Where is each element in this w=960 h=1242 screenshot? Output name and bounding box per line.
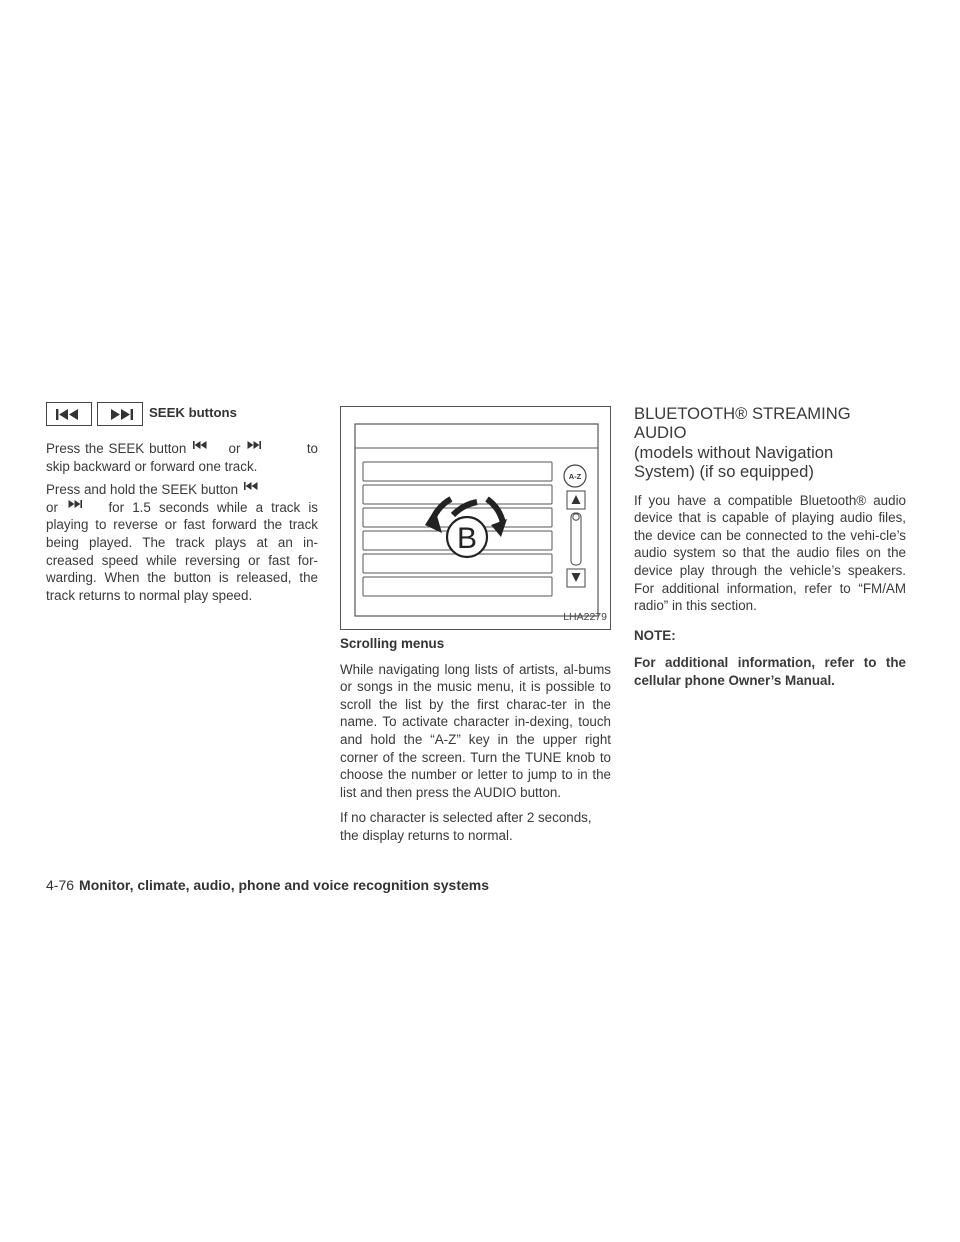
list-row [363, 554, 552, 573]
text: Press and hold the SEEK button [46, 482, 239, 498]
seek-back-icon [54, 408, 84, 421]
text: or [228, 441, 241, 456]
rotate-left-arc-tail [431, 499, 451, 525]
heading-line: BLUETOOTH® STREAMING AUDIO [634, 404, 851, 443]
seek-paragraph-2 [46, 481, 318, 604]
audio-screen-illustration [341, 407, 612, 631]
rotate-right-arc [487, 499, 503, 523]
column-middle [340, 406, 611, 853]
page-number: 4-76 [46, 877, 75, 893]
text: for 1.5 seconds while a track is playing to reverse or fast forward the track being played. The track plays at an in-creased speed while reversing or fast for-warding. When the button is released, the track returns to normal play speed. [46, 499, 318, 603]
bluetooth-paragraph: If you have a compatible Bluetooth® audio device that is capable of playing audio files, the device can be connected to the vehi-cle’s audio system so that the audio files on the device play through the vehicle’s speakers. For additional information, refer to “FM/AM radio” in this section. [634, 492, 906, 614]
seek-buttons-header [46, 402, 318, 428]
seek-back-icon [193, 441, 207, 449]
column-left [46, 402, 318, 612]
note-text: For additional information, refer to the cellular phone Owner’s Manual. [634, 655, 906, 688]
callout-b-letter: B [456, 522, 478, 555]
scrollbar-thumb [573, 514, 579, 520]
seek-buttons-label: SEEK buttons [149, 405, 237, 420]
text: skip backward or forward one track. [46, 458, 258, 474]
column-right [634, 404, 906, 698]
scrollbar-track [571, 513, 581, 565]
text: to [306, 441, 318, 456]
text: or [46, 499, 58, 515]
seek-forward-icon [68, 500, 82, 508]
page-footer [46, 877, 489, 893]
seek-back-button-illustration [46, 402, 92, 426]
seek-forward-button-illustration [97, 402, 143, 426]
heading-line: (models without Navigation [634, 442, 834, 462]
bluetooth-streaming-heading [634, 404, 906, 482]
scrolling-menus-heading: Scrolling menus [340, 636, 445, 651]
list-row [363, 577, 552, 596]
list-row [363, 485, 552, 504]
seek-back-icon [244, 482, 258, 490]
az-key-label: A-Z [568, 472, 582, 481]
heading-line: System) (if so equipped) [634, 462, 814, 482]
seek-forward-icon [105, 408, 135, 421]
scrolling-menus-paragraph-1: While navigating long lists of artists, al-bums or songs in the music menu, it is possible to scroll the list by the first charac-ter in the name. To activate character in-dexing, touch and hold the “A-Z” key in the upper right corner of the screen. Turn the TUNE knob to choose the number or letter to jump to in the list and then press the AUDIO button. [340, 661, 611, 800]
seek-forward-icon [247, 441, 261, 449]
scrolling-menu-figure [340, 406, 611, 630]
figure-code: LHA2279 [563, 611, 607, 624]
section-title: Monitor, climate, audio, phone and voice recognition systems [79, 877, 489, 893]
text: Press the SEEK button [46, 441, 187, 456]
list-row [363, 462, 552, 481]
scrolling-menus-paragraph-2: If no character is selected after 2 seconds, the display returns to normal. [340, 810, 592, 843]
rotate-right-arrowhead [491, 519, 507, 537]
note-label: NOTE: [634, 627, 676, 643]
seek-paragraph-1 [46, 440, 318, 475]
